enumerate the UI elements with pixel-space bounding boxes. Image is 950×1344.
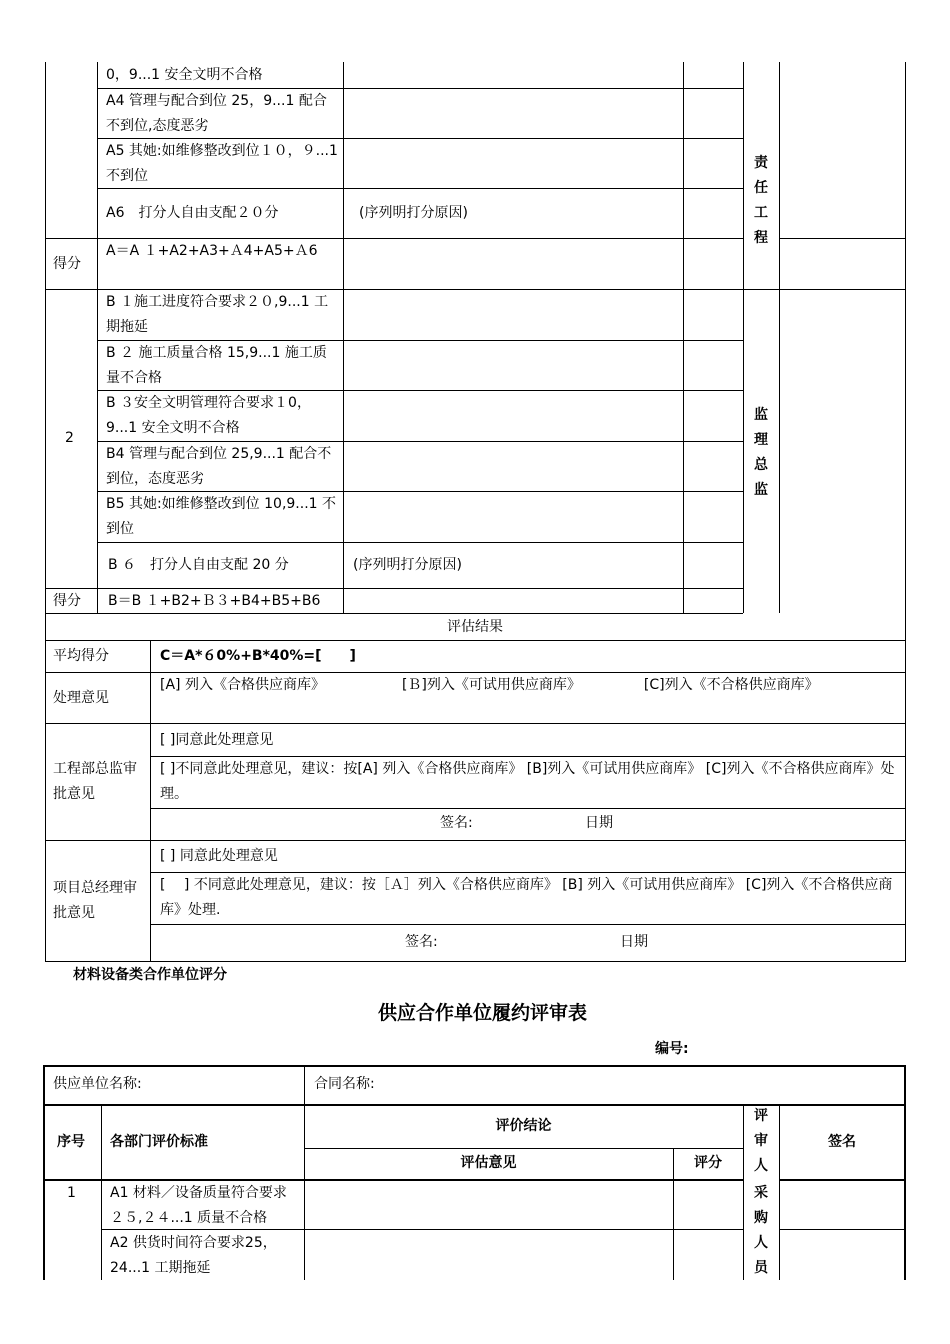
a-row-3-criteria: A5 其她:如维修整改到位１０，９...1 不到位 <box>106 143 338 184</box>
b-row-4-criteria: B4 管理与配合到位 25,9...1 配合不到位，态度恶劣 <box>106 446 332 487</box>
a-score-formula: A＝A １+A2+A3+Ａ4+A5+Ａ6 <box>106 243 318 259</box>
form2-row-1-criteria: A1 材料／设备质量符合要求２５,２４...1 质量不合格 <box>110 1185 287 1226</box>
a-row-1-criteria: 0，9...1 安全文明不合格 <box>106 67 263 83</box>
handling-label: 处理意见 <box>53 690 109 706</box>
col-criteria: 各部门评价标准 <box>110 1134 208 1150</box>
eng-sign-label: 签名: <box>440 815 473 831</box>
b-score-formula: B＝B １+B2+Ｂ３+B4+B5+B6 <box>108 593 321 609</box>
pm-agree: [ ] 同意此处理意见 <box>160 848 278 864</box>
eng-approval-label: 工程部总监审批意见 <box>53 761 137 802</box>
supplier-name-label: 供应单位名称: <box>53 1076 142 1092</box>
pm-approval-label: 项目总经理审批意见 <box>53 880 137 921</box>
col-conclusion: 评价结论 <box>495 1118 552 1134</box>
pm-disagree: [ ] 不同意此处理意见，建议：按［Ａ］列入《合格供应商库》 [B] 列入《可试用供应商库》 [C]列入《不合格供应商库》处理. <box>160 877 893 918</box>
b-row-6-criteria: B ６ 打分人自由支配 20 分 <box>108 557 289 573</box>
b-row-3-criteria: B ３安全文明管理符合要求１0，9...1 安全文明不合格 <box>106 395 311 436</box>
b-score-label: 得分 <box>53 593 81 609</box>
b-row-2-criteria: B ２ 施工质量合格 15,9...1 施工质量不合格 <box>106 345 327 386</box>
col-sign: 签名 <box>828 1134 856 1150</box>
b-row-6-opinion: (序列明打分原因) <box>353 557 462 573</box>
b-row-1-criteria: B １施工进度符合要求２０,9...1 工期拖延 <box>106 294 329 335</box>
a-row-4-criteria: A6 打分人自由支配２０分 <box>106 205 279 221</box>
form2-row-2-criteria: A2 供货时间符合要求25，24...1 工期拖延 <box>110 1235 277 1276</box>
avg-score-formula: C＝A*６0%+B*40%=[ ] <box>160 648 356 664</box>
b-row-5-criteria: B5 其她:如维修整改到位 10,9...1 不到位 <box>106 496 337 537</box>
evaluation-header: 评估结果 <box>447 619 503 635</box>
a-row-4-opinion: (序列明打分原因) <box>359 205 468 221</box>
col-opinion: 评估意见 <box>460 1155 517 1171</box>
eng-agree: [ ]同意此处理意见 <box>160 732 274 748</box>
b-seq: 2 <box>65 430 74 446</box>
number-label: 编号: <box>655 1041 689 1057</box>
handling-text: [A] 列入《合格供应商库》 [Ｂ]列入《可试用供应商库》 [C]列入《不合格供应商库》 <box>160 677 819 693</box>
eng-disagree: [ ]不同意此处理意见，建议：按[A] 列入《合格供应商库》 [B]列入《可试用供应商库》 [C]列入《不合格供应商库》处理。 <box>160 761 895 802</box>
a-score-label: 得分 <box>53 256 81 272</box>
col-seq: 序号 <box>57 1134 85 1150</box>
avg-score-label: 平均得分 <box>53 648 109 664</box>
pm-date-label: 日期 <box>620 934 648 950</box>
form-title: 供应合作单位履约评审表 <box>377 1002 587 1024</box>
a-row-2-criteria: A4 管理与配合到位 25，9...1 配合不到位,态度恶劣 <box>106 93 327 134</box>
form2-seq-1: 1 <box>67 1185 76 1201</box>
category-label: 材料设备类合作单位评分 <box>73 967 227 983</box>
col-score: 评分 <box>694 1155 722 1171</box>
eng-date-label: 日期 <box>585 815 613 831</box>
pm-sign-label: 签名: <box>405 934 438 950</box>
contract-name-label: 合同名称: <box>314 1076 375 1092</box>
